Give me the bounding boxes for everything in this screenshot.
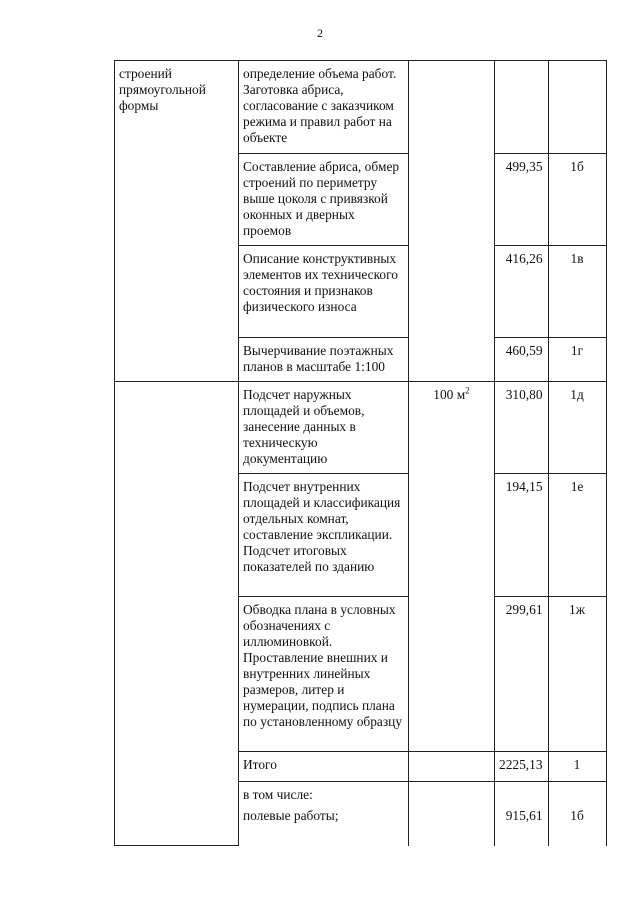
norm-code: 1ж (548, 597, 606, 752)
norm-code: 1е (548, 474, 606, 597)
norm-code: 1в (548, 246, 606, 338)
work-description: Подсчет внутренних площадей и классификация отдельных комнат, составление экспликации. Подсчет итоговых показателей по зданию (239, 474, 409, 597)
table-row (115, 382, 607, 474)
work-description: Подсчет наружных площадей и объемов, занесение данных в техническую документацию (239, 382, 409, 474)
unit-cell-empty (409, 752, 495, 782)
object-type-cell: строений прямоугольной формы (115, 61, 239, 382)
unit-cell-empty (409, 61, 495, 382)
price-value: 2225,13 (495, 752, 549, 782)
page-number: 2 (317, 26, 323, 40)
object-type-cell (115, 382, 239, 846)
norm-code: 1 (548, 752, 606, 782)
work-description: определение объема работ. Заготовка абриса, согласование с заказчиком режима и правил работ на объекте (239, 61, 409, 154)
work-description: Составление абриса, обмер строений по периметру выше цоколя с привязкой оконных и дверных проемов (239, 154, 409, 246)
unit-cell (409, 382, 495, 752)
work-description: Вычерчивание поэтажных планов в масштабе 1:100 (239, 338, 409, 382)
norm-code (548, 782, 606, 808)
norm-code (548, 61, 606, 154)
price-value (495, 61, 549, 154)
unit-cell-empty (409, 782, 495, 808)
price-value: 299,61 (495, 597, 549, 752)
work-description: Описание конструктивных элементов их технического состояния и признаков физического износа (239, 246, 409, 338)
price-value: 310,80 (495, 382, 549, 474)
work-description: в том числе: (239, 782, 409, 808)
price-value (495, 782, 549, 808)
price-value: 194,15 (495, 474, 549, 597)
work-description: Итого (239, 752, 409, 782)
unit-text: 100 м (433, 387, 466, 402)
work-description: полевые работы; (239, 808, 409, 846)
price-value: 460,59 (495, 338, 549, 382)
price-value: 416,26 (495, 246, 549, 338)
table-row (115, 61, 607, 154)
norm-code: 1д (548, 382, 606, 474)
norm-code: 1б (548, 154, 606, 246)
price-value: 499,35 (495, 154, 549, 246)
unit-cell-empty (409, 808, 495, 846)
work-items-table (114, 60, 607, 846)
norm-code: 1б (548, 808, 606, 846)
norm-code: 1г (548, 338, 606, 382)
price-value: 915,61 (495, 808, 549, 846)
unit-power: 2 (465, 385, 470, 396)
work-description: Обводка плана в условных обозначениях с иллюминовкой. Проставление внешних и внутренних линейных размеров, литер и нумерации, подпись плана по установленному образцу (239, 597, 409, 752)
